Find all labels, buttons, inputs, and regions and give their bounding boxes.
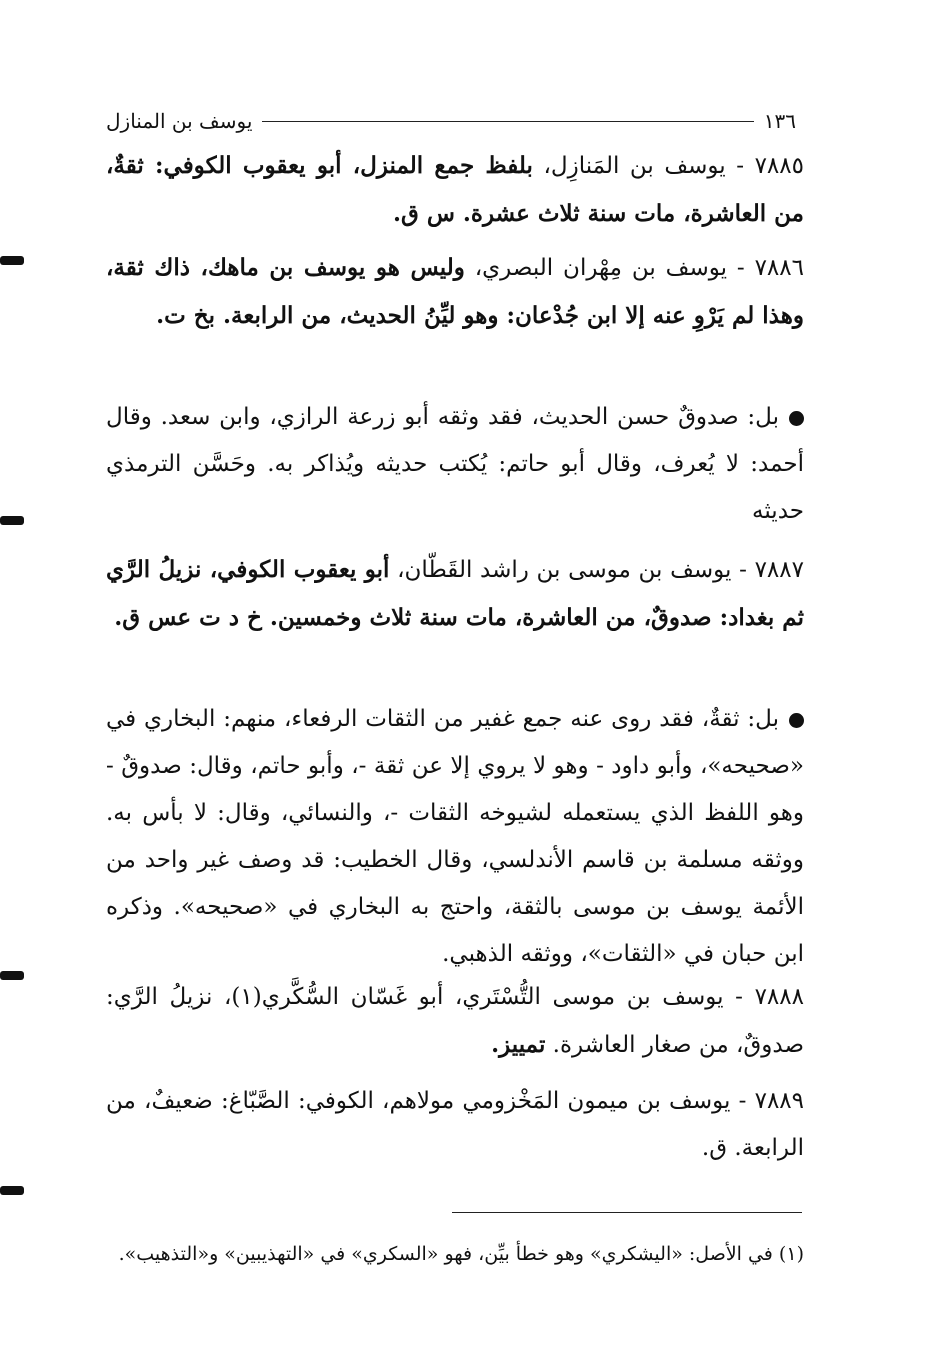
scan-edge-mark	[0, 256, 24, 265]
entry-text: - يوسف بن ميمون المَخْزومي مولاهم، الكوفي: الصَّبّاغ: ضعيفٌ، من الرابعة. ق.	[106, 1088, 804, 1161]
page-number: ١٣٦	[763, 109, 796, 133]
bullet-icon	[789, 713, 804, 728]
entry-7886	[106, 244, 804, 340]
entry-number: ٧٨٨٩	[754, 1088, 805, 1114]
entry-number: ٧٨٨٨	[754, 984, 804, 1010]
entry-number: ٧٨٨٥	[754, 153, 804, 179]
entry-text-bold: تمييز.	[491, 1031, 546, 1058]
header-rule	[262, 121, 753, 122]
entry-number: ٧٨٨٧	[754, 557, 804, 583]
entry-7885	[106, 142, 804, 238]
running-header	[106, 106, 796, 136]
entry-7888	[106, 974, 804, 1069]
entry-text: - يوسف بن موسى بن راشد القَطّان،	[389, 557, 747, 583]
scan-edge-mark	[0, 971, 24, 980]
entry-text-bold: أبو يعقوب الكوفي، نزيلُ الرَّي ثم بغداد: صدوقٌ، من العاشرة، مات سنة ثلاث وخمسين. خ د ت عس ق.	[106, 556, 804, 631]
editor-note	[106, 394, 804, 535]
scan-edge-mark	[0, 516, 24, 525]
note-text: بل: صدوقٌ حسن الحديث، فقد وثقه أبو زرعة الرازي، وابن سعد. وقال أحمد: لا يُعرف، وقال أبو حاتم: يُكتب حديثه ويُذاكر به. وحَسَّن الترمذي حديثه	[106, 404, 804, 524]
note-text: بل: ثقةٌ، فقد روى عنه جمع غفير من الثقات الرفعاء، منهم: البخاري في «صحيحه»، وأبو داود - وهو لا يروي إلا عن ثقة -، وأبو حاتم، وقال: صدوقٌ - وهو اللفظ الذي يستعمله لشيوخه الثقات -، والنسائي، وقال: لا بأس به. ووثقه مسلمة بن قاسم الأندلسي، وقال الخطيب: قد وصف غير واحد من الأئمة يوسف بن موسى بالثقة، واحتج به البخاري في «صحيحه». وذكره ابن حبان في «الثقات»، ووثقه الذهبي.	[106, 706, 804, 967]
editor-note	[106, 696, 804, 978]
scan-edge-mark	[0, 1186, 24, 1195]
entry-text: - يوسف بن موسى التُّسْتَري، أبو غَسّان السُّكَّري(١)، نزيلُ الرَّي: صدوقٌ، من صغار العاشرة.	[106, 984, 804, 1058]
entry-text-bold: وليس هو يوسف بن ماهك، ذاك ثقة، وهذا لم يَرْوِ عنه إلا ابن جُدْعان: وهو ليِّنُ الحديث، من الرابعة. بخ ت.	[106, 254, 804, 329]
entry-text: - يوسف بن المَنازِل،	[532, 153, 745, 179]
entry-text-bold: بلفظ جمع المنزل، أبو يعقوب الكوفي: ثقةٌ، من العاشرة، مات سنة ثلاث عشرة. س ق.	[106, 152, 804, 227]
footnote: (١) في الأصل: «اليشكري» وهو خطأ بيِّن، فهو «السكري» في «التهذيبين» و«التذهيب».	[118, 1243, 804, 1265]
entry-text: - يوسف بن مِهْران البصري،	[464, 255, 745, 281]
entry-7889	[106, 1078, 804, 1172]
entry-number: ٧٨٨٦	[754, 255, 804, 281]
running-title: يوسف بن المنازل	[106, 109, 253, 133]
entry-7887	[106, 546, 804, 642]
footnote-rule	[452, 1212, 802, 1213]
bullet-icon	[789, 411, 804, 426]
